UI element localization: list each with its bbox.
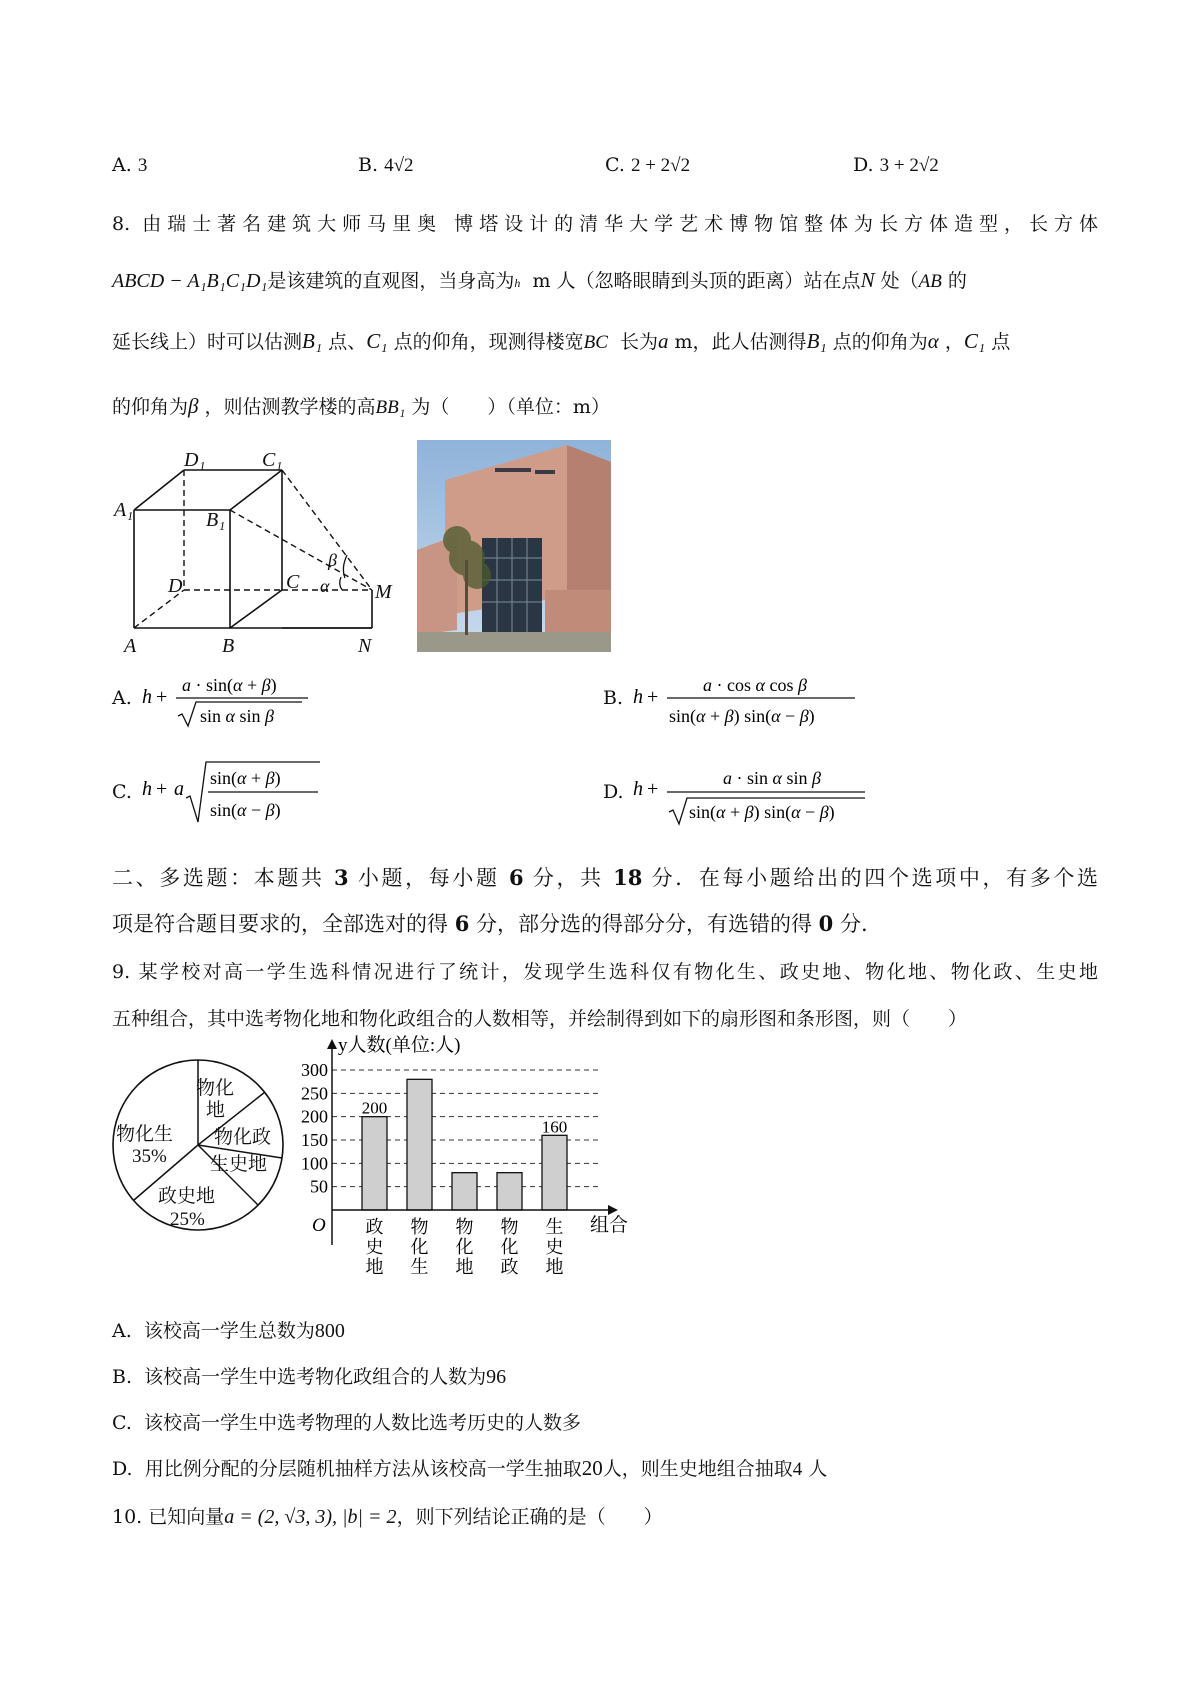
data-label: 160: [541, 1117, 568, 1137]
edge-B1M-hidden: [230, 510, 372, 590]
svg-text:a: a: [174, 778, 184, 800]
x-tick-char: 物: [455, 1217, 474, 1237]
svg-text:h: h: [142, 778, 152, 800]
formula-b: [633, 666, 863, 732]
cuboid-figure: [112, 440, 412, 655]
label-C1: C₁: [262, 449, 283, 471]
svg-text:h: h: [633, 686, 643, 708]
formula-a: [142, 666, 322, 732]
option-value: 4√2: [384, 155, 414, 176]
q9-option-d: D. 用比例分配的分层随机抽样方法从该校高一学生抽取20人，则生史地组合抽取4 人: [112, 1456, 828, 1480]
formula-c: [142, 758, 342, 828]
svg-text:sin(α + β): sin(α + β): [210, 768, 281, 788]
q7-option-c: [605, 154, 690, 177]
pie-label-wuhuadi-1: 物化: [196, 1078, 235, 1099]
y-tick-label: 200: [301, 1106, 328, 1127]
x-tick-char: 地: [545, 1257, 564, 1275]
pie-label-wuhuazheng: 物化政: [214, 1127, 272, 1148]
pie-label-shengshidi: 生史地: [210, 1154, 268, 1175]
q10-line: 10. 已知向量a = (2, √3, 3), |b| = 2，则下列结论正确的是（ ）: [112, 1506, 663, 1528]
y-axis-label: y人数(单位:人): [338, 1035, 461, 1056]
label-B: B: [222, 635, 235, 655]
bar-chart: [290, 1035, 630, 1275]
bar-物化地: [452, 1173, 477, 1210]
option-value: 3: [137, 155, 148, 176]
label-A1: A₁: [114, 499, 134, 521]
x-tick-char: 生: [410, 1257, 429, 1275]
svg-text:h: h: [633, 778, 643, 800]
x-tick-char: 化: [500, 1237, 519, 1257]
svg-text:+: +: [156, 686, 168, 708]
q8-line-3: 延长线上）时可以估测B₁ 点、C₁ 点的仰角，现测得楼宽BC 长为a m，此人估测得B₁ 点的仰角为α ，C₁ 点: [112, 329, 1011, 353]
svg-text:a · sin(α + β): a · sin(α + β): [182, 675, 277, 695]
x-tick-char: 地: [455, 1257, 474, 1275]
svg-text:a · cos α cos β: a · cos α cos β: [703, 675, 807, 695]
q9-line-2: 五种组合，其中选考物化地和物化政组合的人数相等，并绘制得到如下的扇形图和条形图，则（ ）: [112, 1008, 968, 1030]
label-B1: B₁: [206, 509, 226, 531]
q8-line-2: ABCD − A₁B₁C₁D₁是该建筑的直观图，当身高为h m 人（忽略眼睛到头顶的距离）站在点N 处（AB 的: [112, 268, 967, 292]
y-tick-label: 250: [301, 1083, 328, 1104]
x-tick-char: 史: [365, 1237, 384, 1257]
q7-option-a: [112, 154, 147, 177]
y-axis-arrow: [327, 1039, 337, 1049]
svg-text:sin(α − β): sin(α − β): [210, 800, 281, 820]
x-tick-char: 政: [365, 1217, 384, 1237]
label-A: A: [124, 635, 137, 655]
y-tick-label: 100: [301, 1153, 328, 1174]
edge-BC: [230, 590, 282, 628]
bar-物化政: [497, 1173, 522, 1210]
option-label: C.: [605, 154, 625, 176]
bar-物化生: [407, 1079, 432, 1210]
option-label: D.: [603, 781, 624, 803]
pie-chart: [110, 1040, 290, 1240]
option-label: C.: [112, 781, 132, 803]
bar-生史地: [542, 1135, 567, 1210]
svg-text:+: +: [156, 778, 168, 800]
museum-building-photo: [417, 440, 611, 652]
alpha-arc: [340, 577, 342, 590]
y-tick-label: 150: [301, 1130, 328, 1150]
q8-line-4: 的仰角为β ，则估测教学楼的高BB₁ 为（ ）（单位：m）: [112, 394, 610, 418]
svg-text:a · sin α sin β: a · sin α sin β: [723, 768, 821, 788]
x-axis-label: 组合: [590, 1215, 629, 1236]
x-tick-char: 物: [410, 1217, 429, 1237]
option-value: 3 + 2√2: [879, 155, 939, 176]
x-tick-char: 化: [455, 1237, 474, 1257]
q7-option-b: [358, 154, 414, 177]
svg-text:+: +: [647, 778, 659, 800]
label-N: N: [358, 635, 372, 655]
bar-series: [362, 1079, 567, 1210]
x-tick-labels: [366, 1217, 564, 1275]
label-beta: β: [328, 550, 337, 570]
pie-percent-zhengshidi: 25%: [170, 1209, 205, 1230]
bar-政史地: [362, 1117, 387, 1210]
pie-label-wuhuadi-2: 地: [206, 1100, 226, 1121]
x-tick-char: 地: [365, 1257, 384, 1275]
q9-option-c: C. 该校高一学生中选考物理的人数比选考历史的人数多: [112, 1412, 582, 1434]
x-axis-arrow: [608, 1205, 618, 1215]
svg-text:+: +: [647, 686, 659, 708]
x-tick-char: 生: [545, 1217, 564, 1237]
y-tick-labels: [301, 1060, 328, 1197]
pie-label-zhengshidi: 政史地: [158, 1186, 216, 1207]
svg-text:sin(α + β) sin(α − β): sin(α + β) sin(α − β): [689, 802, 835, 822]
option-value: 2 + 2√2: [630, 155, 691, 176]
x-tick-char: 史: [545, 1237, 564, 1257]
data-label: 200: [361, 1098, 388, 1118]
option-label: A.: [112, 687, 132, 709]
x-tick-char: 物: [500, 1217, 519, 1237]
option-label: A.: [112, 154, 132, 176]
option-label: B.: [358, 154, 379, 176]
x-tick-char: 化: [410, 1237, 429, 1257]
pie-percent-wuhuasheng: 35%: [132, 1146, 167, 1167]
data-labels: [362, 1099, 568, 1137]
q9-option-b: B. 该校高一学生中选考物化政组合的人数为96: [112, 1366, 507, 1388]
section2-line-2: 项是符合题目要求的，全部选对的得 6 分，部分选的得部分分，有选错的得 0 分.: [112, 911, 868, 936]
x-tick-char: 政: [500, 1257, 519, 1275]
edge-B1C1: [230, 470, 282, 510]
q9-line-1: 9. 某学校对高一学生选科情况进行了统计，发现学生选科仅有物化生、政史地、物化地、物化政、生史地: [112, 961, 1098, 983]
edge-A1D1: [134, 470, 184, 510]
origin-label: O: [312, 1215, 326, 1236]
svg-text:h: h: [142, 686, 152, 708]
q8-line-1: 8. 由瑞士著名建筑大师马里奥 博塔设计的清华大学艺术博物馆整体为长方体造型，长方体: [112, 213, 1099, 235]
label-D: D: [168, 575, 183, 597]
option-label: D.: [853, 154, 874, 176]
section2-line-1: 二、多选题：本题共 3 小题，每小题 6 分，共 18 分．在每小题给出的四个选项中，有多个选: [112, 865, 1098, 890]
svg-text:sin(α + β) sin(α − β): sin(α + β) sin(α − β): [669, 706, 815, 726]
label-alpha: α: [320, 576, 330, 596]
label-D1: D₁: [184, 449, 206, 471]
label-M: M: [375, 581, 392, 603]
y-tick-label: 50: [310, 1176, 328, 1197]
q9-option-a: A. 该校高一学生总数为800: [112, 1320, 345, 1342]
formula-d: [633, 758, 873, 828]
label-C: C: [286, 571, 300, 593]
y-tick-label: 300: [301, 1060, 328, 1080]
svg-text:sin α sin β: sin α sin β: [200, 706, 274, 726]
q7-option-d: [853, 154, 939, 177]
pie-label-wuhuasheng: 物化生: [116, 1124, 174, 1145]
option-label: B.: [603, 687, 624, 709]
